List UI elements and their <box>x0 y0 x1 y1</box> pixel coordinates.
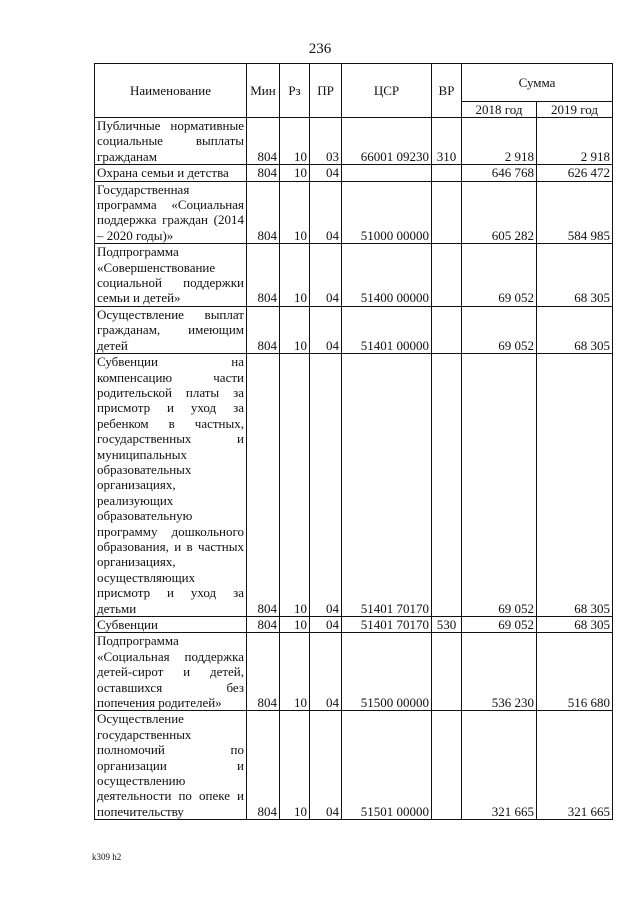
row-min: 804 <box>247 181 280 244</box>
row-sum-2018: 69 052 <box>462 306 537 353</box>
row-name: Осуществление выплат гражданам, имеющим детей <box>95 306 247 353</box>
row-pr: 04 <box>310 633 342 711</box>
row-rz: 10 <box>280 244 310 307</box>
row-pr: 04 <box>310 244 342 307</box>
row-vr <box>432 244 462 307</box>
footer-code: k309 h2 <box>92 852 122 862</box>
row-sum-2019: 68 305 <box>537 354 613 617</box>
table-row <box>95 118 613 165</box>
row-csr: 51500 00000 <box>342 633 432 711</box>
row-min: 804 <box>247 306 280 353</box>
table-row <box>95 165 613 181</box>
table-row <box>95 633 613 711</box>
row-sum-2018: 69 052 <box>462 244 537 307</box>
header-min: Мин <box>247 64 280 118</box>
page-number: 236 <box>308 41 332 57</box>
row-pr: 04 <box>310 617 342 633</box>
row-name: Охрана семьи и детства <box>95 165 247 181</box>
row-name: Субвенции на компенсацию части родительской платы за присмотр и уход за ребенком в частных, государственных и муниципальных образовательных организациях, реализующих образовательную программу дошкольного образования, и в частных организациях, осуществляющих присмотр и уход за детьми <box>95 354 247 617</box>
header-rz: Рз <box>280 64 310 118</box>
row-vr <box>432 633 462 711</box>
row-min: 804 <box>247 244 280 307</box>
row-rz: 10 <box>280 633 310 711</box>
header-pr: ПР <box>310 64 342 118</box>
row-vr <box>432 165 462 181</box>
row-min: 804 <box>247 118 280 165</box>
row-csr: 51501 00000 <box>342 711 432 820</box>
header-vr: ВР <box>432 64 462 118</box>
row-vr: 530 <box>432 617 462 633</box>
header-sum: Сумма <box>462 64 613 102</box>
row-min: 804 <box>247 354 280 617</box>
header-name: Наименование <box>95 64 247 118</box>
row-name: Публичные нормативные социальные выплаты гражданам <box>95 118 247 165</box>
row-pr: 04 <box>310 165 342 181</box>
row-rz: 10 <box>280 306 310 353</box>
row-sum-2018: 646 768 <box>462 165 537 181</box>
row-name: Подпрограмма «Совершенствование социальной поддержки семьи и детей» <box>95 244 247 307</box>
table-row <box>95 617 613 633</box>
row-vr <box>432 306 462 353</box>
table-row <box>95 711 613 820</box>
row-sum-2018: 605 282 <box>462 181 537 244</box>
header-2018: 2018 год <box>462 102 537 118</box>
row-sum-2019: 2 918 <box>537 118 613 165</box>
row-sum-2019: 321 665 <box>537 711 613 820</box>
row-sum-2019: 68 305 <box>537 306 613 353</box>
row-sum-2019: 626 472 <box>537 165 613 181</box>
row-csr <box>342 165 432 181</box>
row-pr: 04 <box>310 181 342 244</box>
budget-table <box>94 63 613 820</box>
row-csr: 51401 70170 <box>342 617 432 633</box>
row-vr <box>432 711 462 820</box>
row-sum-2019: 516 680 <box>537 633 613 711</box>
row-sum-2019: 68 305 <box>537 244 613 307</box>
row-csr: 66001 09230 <box>342 118 432 165</box>
row-sum-2018: 321 665 <box>462 711 537 820</box>
row-pr: 04 <box>310 354 342 617</box>
row-sum-2018: 69 052 <box>462 354 537 617</box>
row-sum-2019: 584 985 <box>537 181 613 244</box>
table-row <box>95 181 613 244</box>
row-csr: 51401 00000 <box>342 306 432 353</box>
row-sum-2018: 2 918 <box>462 118 537 165</box>
row-sum-2018: 69 052 <box>462 617 537 633</box>
row-pr: 03 <box>310 118 342 165</box>
row-min: 804 <box>247 617 280 633</box>
row-csr: 51000 00000 <box>342 181 432 244</box>
row-rz: 10 <box>280 617 310 633</box>
row-vr <box>432 354 462 617</box>
row-pr: 04 <box>310 306 342 353</box>
row-min: 804 <box>247 165 280 181</box>
row-min: 804 <box>247 633 280 711</box>
table-row <box>95 244 613 307</box>
header-2019: 2019 год <box>537 102 613 118</box>
row-rz: 10 <box>280 118 310 165</box>
row-rz: 10 <box>280 181 310 244</box>
row-name: Подпрограмма «Социальная поддержка детей-сирот и детей, оставшихся без попечения родителей» <box>95 633 247 711</box>
row-rz: 10 <box>280 354 310 617</box>
row-csr: 51401 70170 <box>342 354 432 617</box>
row-name: Субвенции <box>95 617 247 633</box>
row-name: Осуществление государственных полномочий по организации и осуществлению деятельности по опеке и попечительству <box>95 711 247 820</box>
row-pr: 04 <box>310 711 342 820</box>
table-row <box>95 354 613 617</box>
row-name: Государственная программа «Социальная поддержка граждан (2014 – 2020 годы)» <box>95 181 247 244</box>
row-vr: 310 <box>432 118 462 165</box>
row-sum-2019: 68 305 <box>537 617 613 633</box>
row-min: 804 <box>247 711 280 820</box>
table-row <box>95 306 613 353</box>
row-rz: 10 <box>280 165 310 181</box>
row-sum-2018: 536 230 <box>462 633 537 711</box>
row-vr <box>432 181 462 244</box>
row-csr: 51400 00000 <box>342 244 432 307</box>
header-csr: ЦСР <box>342 64 432 118</box>
row-rz: 10 <box>280 711 310 820</box>
